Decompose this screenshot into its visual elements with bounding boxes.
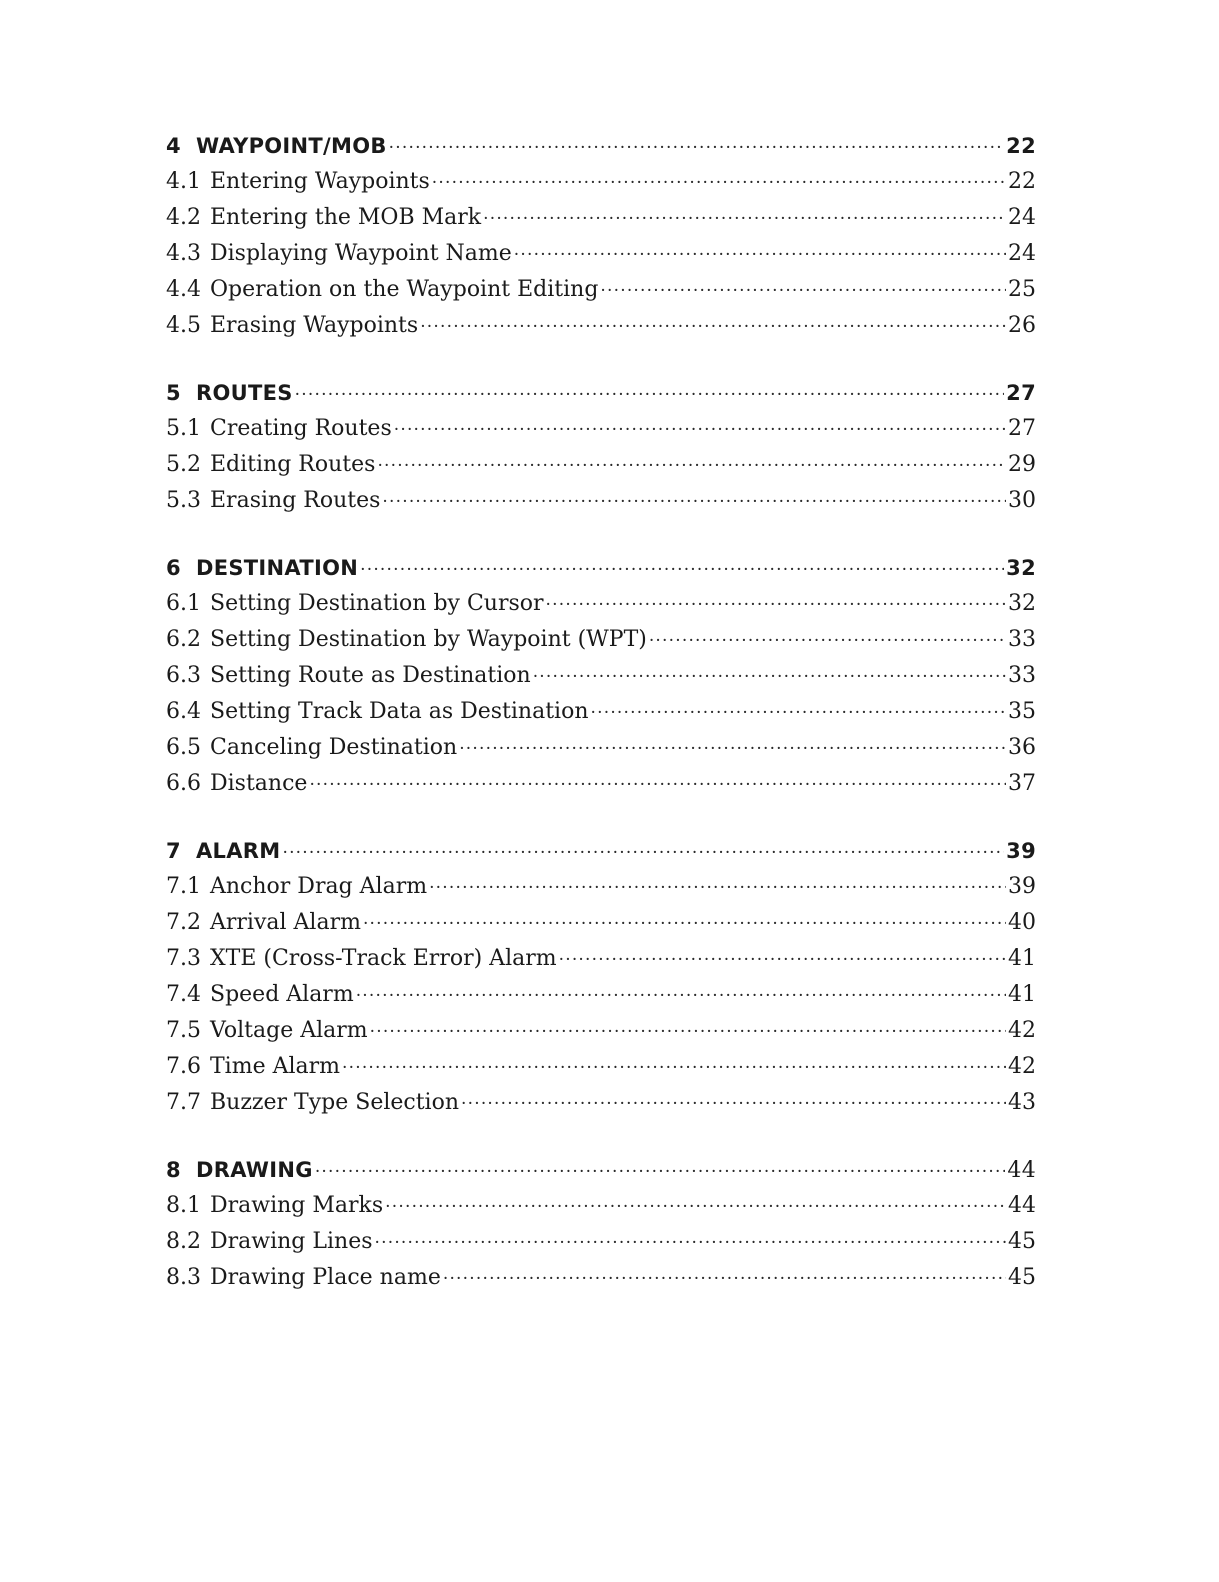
toc-chapter-heading[interactable] — [166, 550, 1036, 586]
page-number: 32 — [1006, 556, 1036, 580]
dot-leader — [370, 1014, 1006, 1049]
toc-entry[interactable] — [166, 1085, 1036, 1121]
toc-entry[interactable] — [166, 905, 1036, 941]
toc-section-8 — [166, 1152, 1036, 1296]
entry-number: 6.3 — [166, 663, 201, 688]
entry-title: Arrival Alarm — [210, 910, 361, 935]
page-number: 26 — [1008, 313, 1036, 338]
toc-entry[interactable] — [166, 272, 1036, 308]
dot-leader — [309, 767, 1006, 802]
page-number: 39 — [1008, 874, 1036, 899]
chapter-number: 5 — [166, 381, 181, 405]
dot-leader — [377, 448, 1006, 483]
entry-number: 6.4 — [166, 699, 201, 724]
page-number: 42 — [1008, 1018, 1036, 1043]
entry-title: Canceling Destination — [210, 735, 458, 760]
entry-title: Entering Waypoints — [210, 169, 430, 194]
entry-title: Operation on the Waypoint Editing — [210, 277, 599, 302]
entry-number: 4.5 — [166, 313, 201, 338]
chapter-number: 8 — [166, 1158, 181, 1182]
chapter-title: ROUTES — [196, 381, 293, 405]
page-number: 40 — [1008, 910, 1036, 935]
entry-title: Setting Destination by Cursor — [210, 591, 544, 616]
entry-number: 5.1 — [166, 416, 201, 441]
page-number: 33 — [1008, 627, 1036, 652]
entry-title: Entering the MOB Mark — [210, 205, 482, 230]
dot-leader — [461, 1086, 1006, 1121]
entry-title: Distance — [210, 771, 308, 796]
entry-title: Drawing Lines — [210, 1229, 373, 1254]
page-number: 39 — [1006, 839, 1036, 863]
toc-chapter-heading[interactable] — [166, 833, 1036, 869]
entry-number: 4.4 — [166, 277, 201, 302]
chapter-title: DESTINATION — [196, 556, 359, 580]
entry-title: Speed Alarm — [210, 982, 354, 1007]
dot-leader — [342, 1050, 1006, 1085]
page-number: 25 — [1008, 277, 1036, 302]
dot-leader — [432, 165, 1006, 200]
page-number: 24 — [1008, 205, 1036, 230]
toc-entry[interactable] — [166, 766, 1036, 802]
entry-number: 8.3 — [166, 1265, 201, 1290]
dot-leader — [559, 942, 1006, 977]
dot-leader — [443, 1261, 1006, 1296]
dot-leader — [295, 377, 1005, 411]
page-number: 44 — [1007, 1158, 1036, 1183]
chapter-title: ALARM — [196, 839, 281, 863]
entry-number: 5.3 — [166, 488, 201, 513]
entry-title: Erasing Waypoints — [210, 313, 419, 338]
entry-number: 7.6 — [166, 1054, 201, 1079]
page-number: 45 — [1008, 1229, 1036, 1254]
entry-title: Drawing Marks — [210, 1193, 384, 1218]
entry-title: Setting Route as Destination — [210, 663, 531, 688]
dot-leader — [649, 623, 1006, 658]
entry-number: 7.3 — [166, 946, 201, 971]
page-number: 41 — [1008, 982, 1036, 1007]
toc-entry[interactable] — [166, 447, 1036, 483]
entry-title: Time Alarm — [210, 1054, 341, 1079]
toc-entry[interactable] — [166, 1224, 1036, 1260]
page-number: 33 — [1008, 663, 1036, 688]
chapter-title: DRAWING — [196, 1158, 313, 1182]
page-number: 45 — [1008, 1265, 1036, 1290]
entry-title: Setting Destination by Waypoint (WPT) — [210, 627, 647, 652]
page-number: 35 — [1008, 699, 1036, 724]
toc-entry[interactable] — [166, 622, 1036, 658]
entry-title: Anchor Drag Alarm — [210, 874, 428, 899]
page-number: 42 — [1008, 1054, 1036, 1079]
toc-section-6 — [166, 550, 1036, 802]
entry-title: Editing Routes — [210, 452, 376, 477]
toc-entry[interactable] — [166, 1049, 1036, 1085]
page-number: 37 — [1008, 771, 1036, 796]
dot-leader — [360, 552, 1004, 586]
toc-entry[interactable] — [166, 1260, 1036, 1296]
toc-entry[interactable] — [166, 1188, 1036, 1224]
chapter-number: 4 — [166, 134, 181, 158]
dot-leader — [363, 906, 1006, 941]
entry-number: 7.4 — [166, 982, 201, 1007]
entry-title: XTE (Cross-Track Error) Alarm — [210, 946, 557, 971]
toc-entry[interactable] — [166, 308, 1036, 344]
toc-chapter-heading[interactable] — [166, 375, 1036, 411]
toc-entry[interactable] — [166, 941, 1036, 977]
page-number: 27 — [1008, 416, 1036, 441]
entry-number: 4.3 — [166, 241, 201, 266]
dot-leader — [533, 659, 1006, 694]
page-number: 29 — [1008, 452, 1036, 477]
chapter-number: 7 — [166, 839, 181, 863]
dot-leader — [389, 130, 1005, 164]
toc-section-4 — [166, 128, 1036, 344]
entry-number: 8.2 — [166, 1229, 201, 1254]
entry-number: 4.1 — [166, 169, 201, 194]
dot-leader — [429, 870, 1006, 905]
entry-title: Drawing Place name — [210, 1265, 441, 1290]
toc-entry[interactable] — [166, 483, 1036, 519]
page-number: 44 — [1008, 1193, 1036, 1218]
entry-number: 7.5 — [166, 1018, 201, 1043]
chapter-title: WAYPOINT/MOB — [196, 134, 387, 158]
dot-leader — [420, 309, 1006, 344]
toc-entry[interactable] — [166, 658, 1036, 694]
toc-chapter-heading[interactable] — [166, 128, 1036, 164]
toc-entry[interactable] — [166, 1013, 1036, 1049]
entry-title: Erasing Routes — [210, 488, 381, 513]
entry-number: 7.1 — [166, 874, 201, 899]
dot-leader — [394, 412, 1006, 447]
page-number: 43 — [1008, 1090, 1036, 1115]
toc-entry[interactable] — [166, 236, 1036, 272]
entry-number: 4.2 — [166, 205, 201, 230]
entry-number: 8.1 — [166, 1193, 201, 1218]
page-number: 41 — [1008, 946, 1036, 971]
dot-leader — [514, 237, 1006, 272]
toc-entry[interactable] — [166, 869, 1036, 905]
dot-leader — [375, 1225, 1006, 1260]
table-of-contents — [166, 128, 1036, 1327]
entry-title: Displaying Waypoint Name — [210, 241, 512, 266]
toc-chapter-heading[interactable] — [166, 1152, 1036, 1188]
dot-leader — [382, 484, 1006, 519]
entry-number: 6.1 — [166, 591, 201, 616]
dot-leader — [385, 1189, 1006, 1224]
dot-leader — [483, 201, 1006, 236]
chapter-number: 6 — [166, 556, 181, 580]
dot-leader — [600, 273, 1006, 308]
entry-number: 7.7 — [166, 1090, 201, 1115]
toc-entry[interactable] — [166, 730, 1036, 766]
dot-leader — [356, 978, 1006, 1013]
dot-leader — [591, 695, 1006, 730]
dot-leader — [546, 587, 1006, 622]
entry-number: 7.2 — [166, 910, 201, 935]
entry-number: 6.6 — [166, 771, 201, 796]
page-number: 22 — [1006, 134, 1036, 158]
entry-number: 6.2 — [166, 627, 201, 652]
entry-number: 5.2 — [166, 452, 201, 477]
toc-entry[interactable] — [166, 411, 1036, 447]
entry-title: Creating Routes — [210, 416, 392, 441]
page-number: 32 — [1008, 591, 1036, 616]
page-number: 30 — [1008, 488, 1036, 513]
entry-number: 6.5 — [166, 735, 201, 760]
toc-entry[interactable] — [166, 694, 1036, 730]
toc-entry[interactable] — [166, 200, 1036, 236]
page-number: 22 — [1008, 169, 1036, 194]
toc-entry[interactable] — [166, 586, 1036, 622]
toc-section-5 — [166, 375, 1036, 519]
entry-title: Setting Track Data as Destination — [210, 699, 589, 724]
dot-leader — [315, 1154, 1006, 1188]
toc-section-7 — [166, 833, 1036, 1121]
dot-leader — [282, 835, 1004, 869]
dot-leader — [459, 731, 1006, 766]
page-number: 36 — [1008, 735, 1036, 760]
toc-entry[interactable] — [166, 164, 1036, 200]
entry-title: Buzzer Type Selection — [210, 1090, 460, 1115]
toc-entry[interactable] — [166, 977, 1036, 1013]
entry-title: Voltage Alarm — [210, 1018, 368, 1043]
page-number: 27 — [1006, 381, 1036, 405]
page-number: 24 — [1008, 241, 1036, 266]
